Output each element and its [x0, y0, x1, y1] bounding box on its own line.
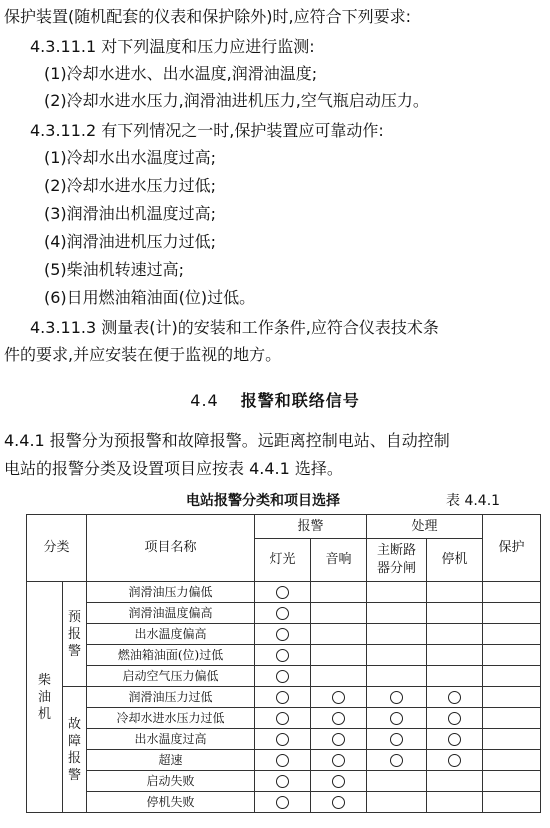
mark-light — [255, 792, 311, 813]
mark-sound — [311, 624, 367, 645]
mark-light — [255, 708, 311, 729]
mark-sound — [311, 708, 367, 729]
mark-sound — [311, 750, 367, 771]
mark-light — [255, 624, 311, 645]
mark-light — [255, 603, 311, 624]
text-line: 电站的报警分类及设置项目应按表 4.4.1 选择。 — [4, 459, 343, 478]
circle-mark — [276, 628, 289, 641]
alarm-table — [26, 514, 541, 813]
mark-sound — [311, 603, 367, 624]
header-breaker: 主断路器分闸 — [367, 539, 427, 582]
subgroup-pre-alarm: 预报警 — [67, 609, 81, 659]
table-row — [27, 603, 541, 624]
mark-stop — [427, 771, 483, 792]
circle-mark — [276, 691, 289, 704]
item-name: 启动失败 — [87, 771, 255, 792]
header-alarm: 报警 — [255, 515, 367, 539]
table-row — [27, 687, 541, 708]
mark-sound — [311, 687, 367, 708]
section-number: 4.4 — [190, 391, 219, 410]
mark-sound — [311, 771, 367, 792]
item-name: 润滑油压力过低 — [87, 687, 255, 708]
text-line: 件的要求,并应安装在便于监视的地方。 — [4, 345, 282, 364]
circle-mark — [276, 775, 289, 788]
item-name: 出水温度过高 — [87, 729, 255, 750]
mark-protection — [483, 750, 541, 771]
table-row — [27, 624, 541, 645]
mark-breaker — [367, 750, 427, 771]
mark-protection — [483, 624, 541, 645]
mark-protection — [483, 792, 541, 813]
header-item: 项目名称 — [87, 515, 255, 582]
circle-mark — [276, 649, 289, 662]
text-line: 保护装置(随机配套的仪表和保护除外)时,应符合下列要求: — [4, 7, 411, 26]
circle-mark — [390, 691, 403, 704]
mark-stop — [427, 708, 483, 729]
mark-protection — [483, 708, 541, 729]
clause-4-4-1: 4.4.1 报警分为预报警和故障报警。远距离控制电站、自动控制 — [4, 431, 450, 450]
mark-breaker — [367, 771, 427, 792]
table-number: 表 4.4.1 — [446, 493, 501, 509]
mark-breaker — [367, 624, 427, 645]
table-row — [27, 645, 541, 666]
mark-stop — [427, 582, 483, 603]
mark-stop — [427, 792, 483, 813]
mark-breaker — [367, 645, 427, 666]
circle-mark — [448, 691, 461, 704]
section-heading — [0, 388, 550, 411]
mark-breaker — [367, 729, 427, 750]
section-title: 报警和联络信号 — [240, 391, 360, 410]
circle-mark — [448, 733, 461, 746]
mark-light — [255, 771, 311, 792]
circle-mark — [332, 796, 345, 809]
table-row — [27, 750, 541, 771]
circle-mark — [390, 733, 403, 746]
item-name: 启动空气压力偏低 — [87, 666, 255, 687]
list-item: (1)冷却水出水温度过高; — [44, 148, 217, 167]
list-item: (6)日用燃油箱油面(位)过低。 — [44, 288, 256, 307]
table-row — [27, 582, 541, 603]
mark-light — [255, 582, 311, 603]
mark-sound — [311, 582, 367, 603]
table-row — [27, 729, 541, 750]
mark-sound — [311, 729, 367, 750]
mark-protection — [483, 687, 541, 708]
mark-protection — [483, 603, 541, 624]
circle-mark — [332, 733, 345, 746]
circle-mark — [276, 712, 289, 725]
clause-4-3-11-1: 4.3.11.1 对下列温度和压力应进行监测: — [30, 37, 315, 56]
header-category: 分类 — [27, 515, 87, 582]
circle-mark — [448, 712, 461, 725]
circle-mark — [390, 712, 403, 725]
circle-mark — [332, 691, 345, 704]
mark-breaker — [367, 603, 427, 624]
text-line: (2)冷却水进水压力,润滑油进机压力,空气瓶启动压力。 — [44, 91, 429, 110]
mark-sound — [311, 792, 367, 813]
mark-protection — [483, 666, 541, 687]
item-name: 润滑油压力偏低 — [87, 582, 255, 603]
mark-breaker — [367, 666, 427, 687]
table-row — [27, 708, 541, 729]
mark-stop — [427, 666, 483, 687]
circle-mark — [276, 607, 289, 620]
header-sound: 音响 — [311, 539, 367, 582]
mark-protection — [483, 771, 541, 792]
mark-breaker — [367, 582, 427, 603]
mark-stop — [427, 729, 483, 750]
circle-mark — [332, 754, 345, 767]
circle-mark — [332, 775, 345, 788]
mark-protection — [483, 582, 541, 603]
mark-breaker — [367, 687, 427, 708]
mark-sound — [311, 645, 367, 666]
table-row — [27, 666, 541, 687]
subgroup-cell — [63, 582, 87, 687]
mark-stop — [427, 603, 483, 624]
mark-light — [255, 687, 311, 708]
mark-stop — [427, 624, 483, 645]
mark-breaker — [367, 792, 427, 813]
text-line: (1)冷却水进水、出水温度,润滑油温度; — [44, 64, 318, 83]
group-label: 柴油机 — [37, 672, 51, 722]
header-protection: 保护 — [483, 515, 541, 582]
mark-stop — [427, 750, 483, 771]
circle-mark — [276, 754, 289, 767]
item-name: 燃油箱油面(位)过低 — [87, 645, 255, 666]
clause-4-3-11-3: 4.3.11.3 测量表(计)的安装和工作条件,应符合仪表技术条 — [30, 318, 439, 337]
mark-light — [255, 729, 311, 750]
list-item: (5)柴油机转速过高; — [44, 260, 185, 279]
list-item: (3)润滑油出机温度过高; — [44, 204, 217, 223]
item-name: 停机失败 — [87, 792, 255, 813]
list-item: (2)冷却水进水压力过低; — [44, 176, 217, 195]
mark-light — [255, 645, 311, 666]
table-row — [27, 771, 541, 792]
circle-mark — [448, 754, 461, 767]
table-row — [27, 792, 541, 813]
circle-mark — [332, 712, 345, 725]
circle-mark — [276, 670, 289, 683]
header-handling: 处理 — [367, 515, 483, 539]
item-name: 冷却水进水压力过低 — [87, 708, 255, 729]
subgroup-cell — [63, 687, 87, 813]
mark-stop — [427, 645, 483, 666]
header-stop: 停机 — [427, 539, 483, 582]
group-cell — [27, 582, 63, 813]
mark-breaker — [367, 708, 427, 729]
circle-mark — [276, 586, 289, 599]
mark-stop — [427, 687, 483, 708]
item-name: 超速 — [87, 750, 255, 771]
mark-protection — [483, 729, 541, 750]
mark-light — [255, 750, 311, 771]
mark-protection — [483, 645, 541, 666]
table-title: 电站报警分类和项目选择 — [186, 493, 340, 509]
clause-4-3-11-2: 4.3.11.2 有下列情况之一时,保护装置应可靠动作: — [30, 121, 384, 140]
list-item: (4)润滑油进机压力过低; — [44, 232, 217, 251]
item-name: 润滑油温度偏高 — [87, 603, 255, 624]
mark-sound — [311, 666, 367, 687]
item-name: 出水温度偏高 — [87, 624, 255, 645]
circle-mark — [276, 733, 289, 746]
header-light: 灯光 — [255, 539, 311, 582]
mark-light — [255, 666, 311, 687]
circle-mark — [276, 796, 289, 809]
subgroup-fault-alarm: 故障报警 — [67, 716, 81, 783]
circle-mark — [390, 754, 403, 767]
